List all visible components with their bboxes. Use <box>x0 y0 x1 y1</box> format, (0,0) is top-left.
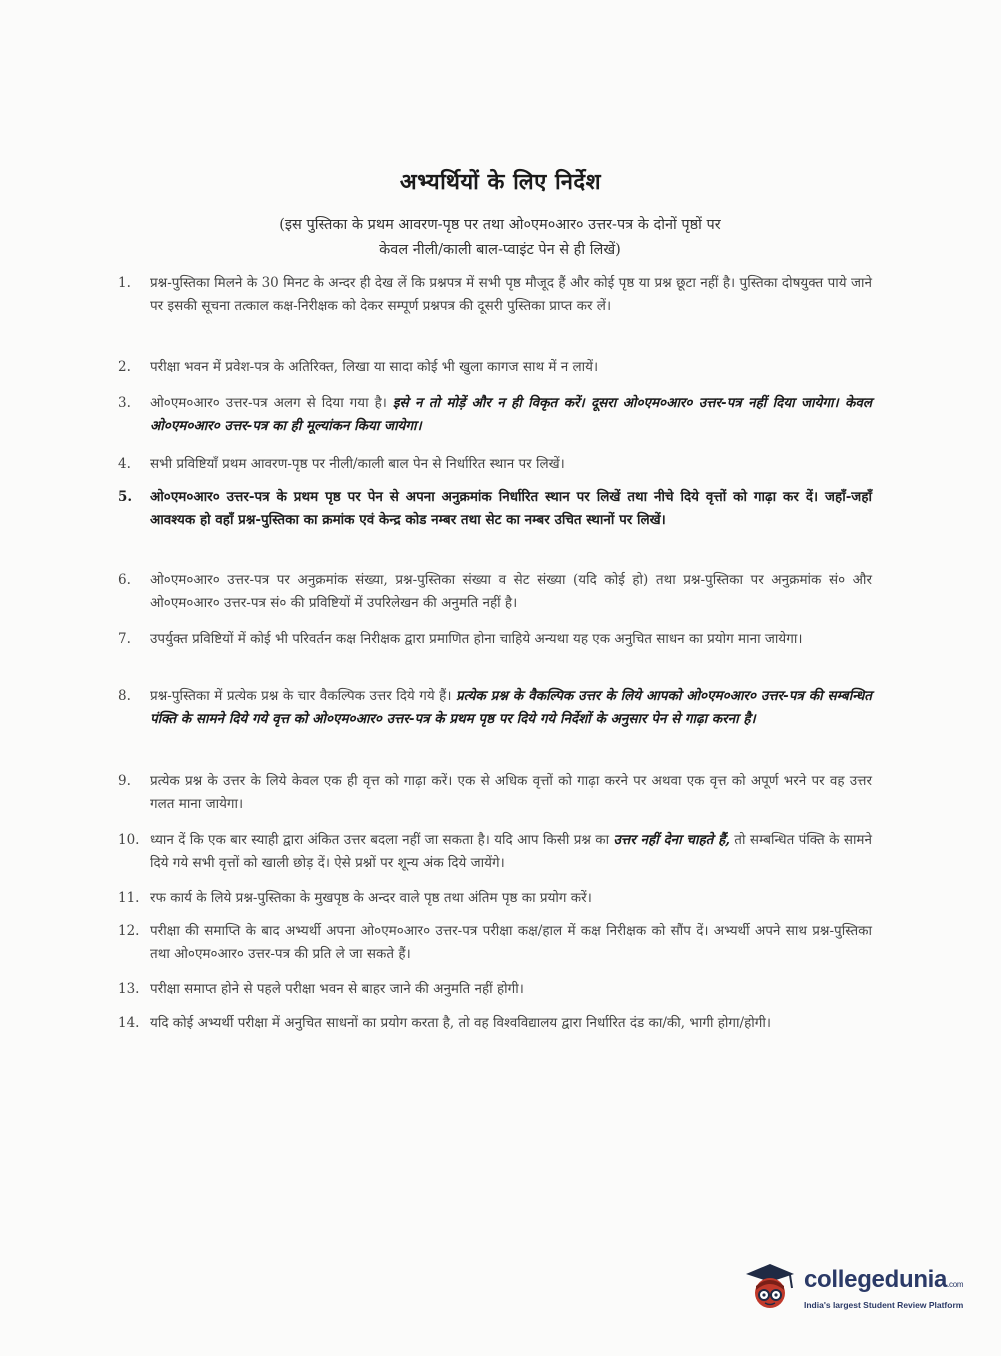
instruction-number: 2. <box>118 359 131 375</box>
subtitle-line-2: केवल नीली/काली बाल-प्वाइंट पेन से ही लिखें) <box>379 242 621 258</box>
instruction-text: सभी प्रविष्टियाँ प्रथम आवरण-पृष्ठ पर नीली/काली बाल पेन से निर्धारित स्थान पर लिखें। <box>150 456 565 472</box>
instruction-item-9 <box>112 770 872 816</box>
instruction-number: 5. <box>118 489 133 505</box>
instruction-item-5 <box>112 486 872 532</box>
instruction-item-4 <box>112 453 872 476</box>
instruction-number: 8. <box>118 688 131 704</box>
instruction-item-13 <box>112 978 872 1001</box>
instruction-text: परीक्षा की समाप्ति के बाद अभ्यर्थी अपना ओ०एम०आर० उत्तर-पत्र परीक्षा कक्ष/हाल में कक्ष निरीक्षक को सौंप दें। अभ्यर्थी अपने साथ प्रश्न-पुस्तिका तथा ओ०एम०आर० उत्तर-पत्र की प्रति ले जा सकते हैं। <box>150 923 872 962</box>
instruction-text: ओ०एम०आर० उत्तर-पत्र के प्रथम पृष्ठ पर पेन से अपना अनुक्रमांक निर्धारित स्थान पर लिखें तथा नीचे दिये वृत्तों को गाढ़ा कर दें। जहाँ-जहाँ आवश्यक हो वहाँ प्रश्न-पुस्तिका का क्रमांक एवं केन्द्र कोड नम्बर तथा सेट का नम्बर उचित स्थानों पर लिखें। <box>150 489 872 528</box>
instruction-item-1 <box>112 272 872 318</box>
instruction-number: 3. <box>118 395 131 411</box>
instruction-text: प्रत्येक प्रश्न के उत्तर के लिये केवल एक ही वृत्त को गाढ़ा करें। एक से अधिक वृत्तों को गाढ़ा करने पर अथवा एक वृत्त को अपूर्ण भरने पर वह उत्तर गलत माना जायेगा। <box>150 773 872 812</box>
instruction-emphasis: इसे न तो मोड़ें और न ही विकृत करें। दूसरा ओ०एम०आर० उत्तर-पत्र नहीं दिया जायेगा। केवल ओ०एम०आर० उत्तर-पत्र का ही मूल्यांकन किया जायेगा। <box>150 395 872 434</box>
instruction-number: 13. <box>118 981 140 997</box>
instruction-item-8 <box>112 685 872 731</box>
instruction-number: 7. <box>118 631 131 647</box>
instruction-number: 4. <box>118 456 131 472</box>
instruction-item-2 <box>112 356 872 379</box>
instruction-text: परीक्षा भवन में प्रवेश-पत्र के अतिरिक्त, लिखा या सादा कोई भी खुला कागज साथ में न लायें। <box>150 359 599 375</box>
instruction-number: 10. <box>118 832 140 848</box>
watermark-brand <box>804 1267 963 1298</box>
instruction-text-wrap <box>150 685 872 731</box>
instruction-text: प्रश्न-पुस्तिका में प्रत्येक प्रश्न के चार वैकल्पिक उत्तर दिये गये हैं। <box>150 688 452 704</box>
instruction-number: 14. <box>118 1015 140 1031</box>
instruction-item-6 <box>112 569 872 615</box>
instruction-text: ओ०एम०आर० उत्तर-पत्र अलग से दिया गया है। <box>150 395 387 411</box>
instruction-number: 9. <box>118 773 131 789</box>
instruction-text: रफ कार्य के लिये प्रश्न-पुस्तिका के मुखपृष्ठ के अन्दर वाले पृष्ठ तथा अंतिम पृष्ठ का प्रयोग करें। <box>150 890 592 906</box>
instruction-number: 6. <box>118 572 131 588</box>
instruction-number: 11. <box>118 890 140 906</box>
watermark-tagline: India's largest Student Review Platform <box>804 1299 964 1310</box>
document-title: अभ्यर्थियों के लिए निर्देश <box>399 169 602 195</box>
subtitle-line-1: (इस पुस्तिका के प्रथम आवरण-पृष्ठ पर तथा ओ०एम०आर० उत्तर-पत्र के दोनों पृष्ठों पर <box>279 217 721 233</box>
instruction-text: ओ०एम०आर० उत्तर-पत्र पर अनुक्रमांक संख्या, प्रश्न-पुस्तिका संख्या व सेट संख्या (यदि कोई हो) तथा प्रश्न-पुस्तिका पर अनुक्रमांक सं० और ओ०एम०आर० उत्तर-पत्र सं० की प्रविष्टियों में उपरिलेखन की अनुमति नहीं है। <box>150 572 872 611</box>
graduate-mascot-icon <box>742 1260 798 1316</box>
watermark-brand-name: collegedunia <box>804 1265 948 1293</box>
watermark-brand-suffix: .com <box>947 1279 964 1289</box>
instruction-number: 1. <box>118 275 131 291</box>
instruction-item-7 <box>112 628 872 651</box>
instruction-text: परीक्षा समाप्त होने से पहले परीक्षा भवन से बाहर जाने की अनुमति नहीं होगी। <box>150 981 524 997</box>
instruction-tail: तो सम्बन्धित पंक्ति के सामने दिये गये सभी वृत्तों को खाली छोड़ दें। ऐसे प्रश्नों पर शून्य अंक दिये जायेंगे। <box>150 832 873 871</box>
instruction-text: प्रश्न-पुस्तिका मिलने के 30 मिनट के अन्दर ही देख लें कि प्रश्नपत्र में सभी पृष्ठ मौजूद हैं और कोई पृष्ठ या प्रश्न छूटा नहीं है। पुस्तिका दोषयुक्त पाये जाने पर इसकी सूचना तत्काल कक्ष-निरीक्षक को देकर सम्पूर्ण प्रश्नपत्र की दूसरी पुस्तिका प्राप्त कर लें। <box>150 275 872 314</box>
instruction-text: यदि कोई अभ्यर्थी परीक्षा में अनुचित साधनों का प्रयोग करता है, तो वह विश्वविद्यालय द्वारा निर्धारित दंड का/की, भागी होगा/होगी। <box>150 1015 771 1031</box>
instruction-text: ध्यान दें कि एक बार स्याही द्वारा अंकित उत्तर बदला नहीं जा सकता है। यदि आप किसी प्रश्न का <box>150 832 610 848</box>
instruction-text-wrap <box>150 392 872 438</box>
instruction-number: 12. <box>118 923 140 939</box>
instruction-item-12 <box>112 920 872 966</box>
instruction-text-wrap <box>150 829 872 875</box>
instruction-emphasis: उत्तर नहीं देना चाहते हैं, <box>613 832 730 848</box>
instruction-item-3 <box>112 392 872 438</box>
watermark-text <box>804 1267 963 1310</box>
document-subtitle <box>150 213 850 263</box>
instruction-text: उपर्युक्त प्रविष्टियों में कोई भी परिवर्तन कक्ष निरीक्षक द्वारा प्रमाणित होना चाहिये अन्यथा यह एक अनुचित साधन का प्रयोग माना जायेगा। <box>150 631 803 647</box>
instruction-item-14 <box>112 1012 872 1035</box>
instruction-item-10 <box>112 829 872 875</box>
instruction-emphasis: प्रत्येक प्रश्न के वैकल्पिक उत्तर के लिये आपको ओ०एम०आर० उत्तर-पत्र की सम्बन्धित पंक्ति के सामने दिये गये वृत्त को ओ०एम०आर० उत्तर-पत्र के प्रथम पृष्ठ पर दिये गये निर्देशों के अनुसार पेन से गाढ़ा करना है। <box>150 688 872 727</box>
instruction-item-11 <box>112 887 872 910</box>
collegedunia-watermark <box>742 1258 972 1318</box>
